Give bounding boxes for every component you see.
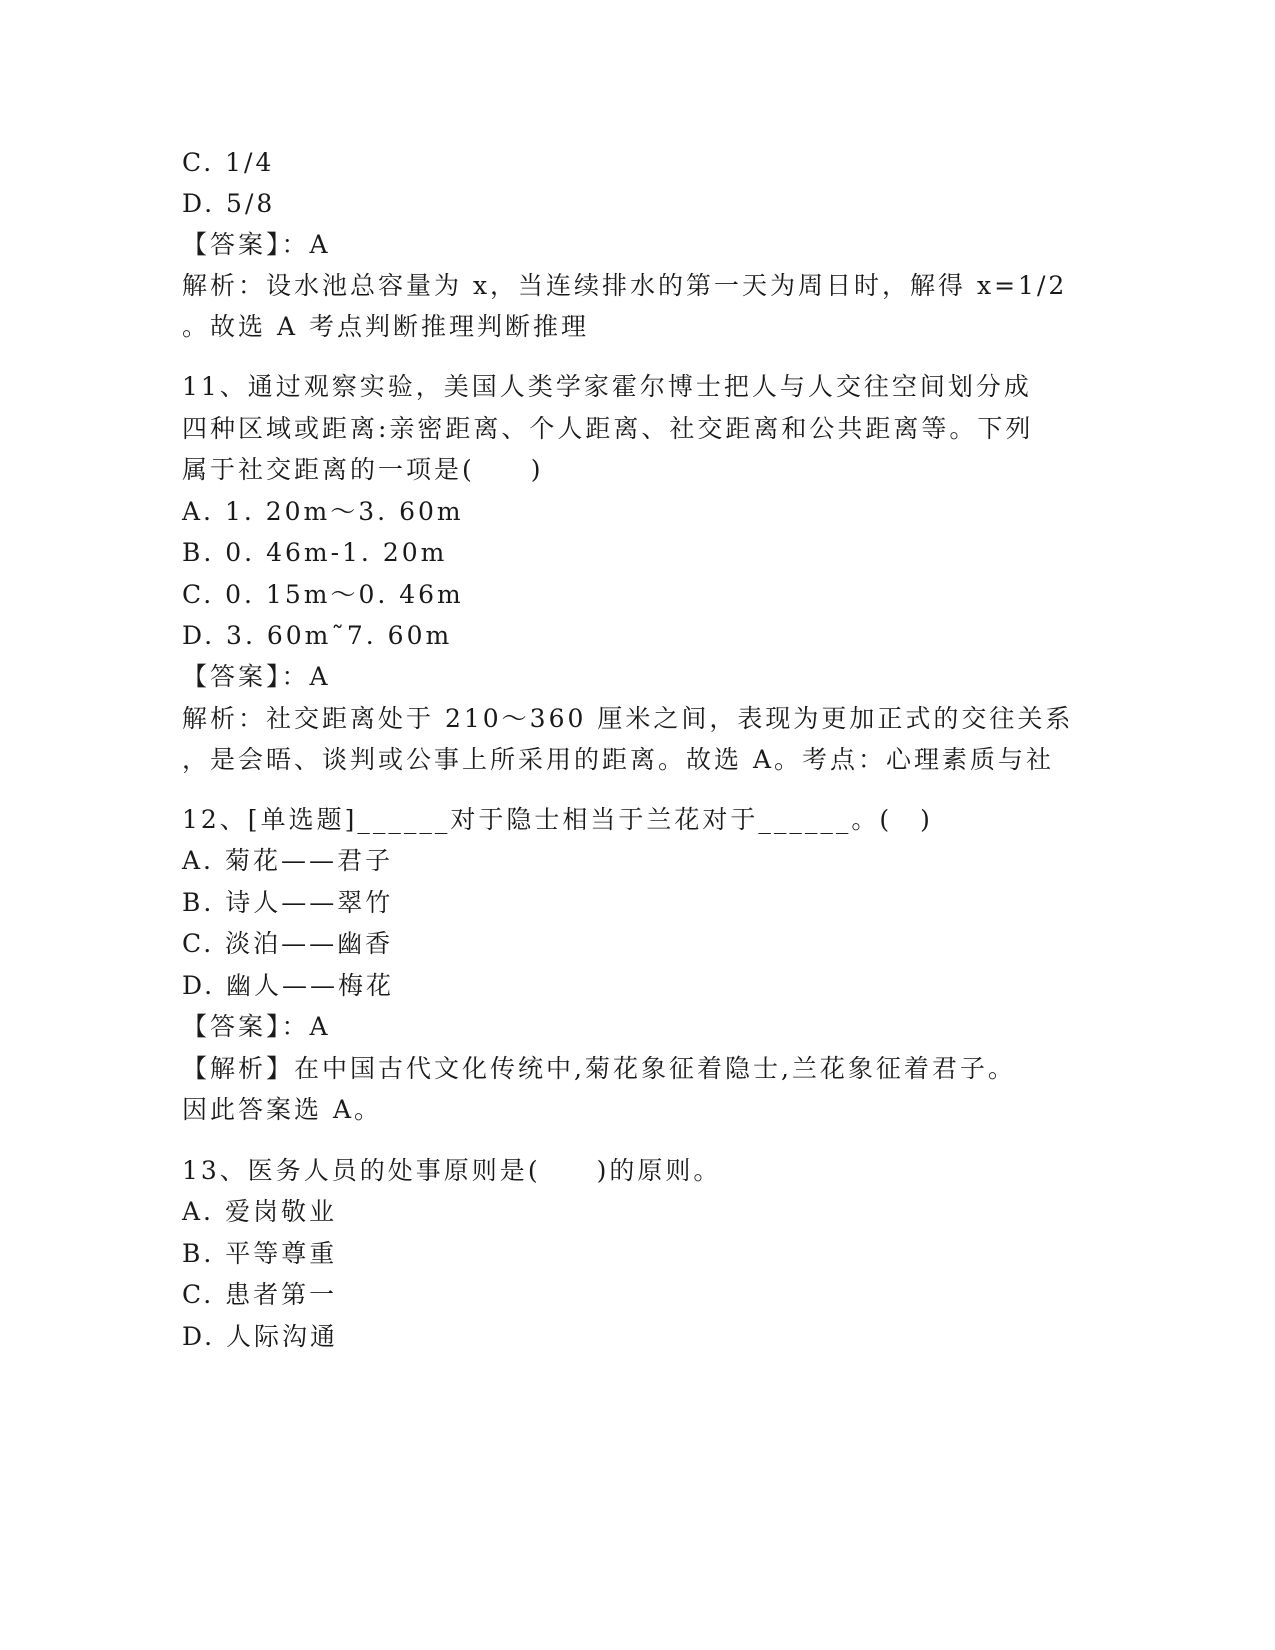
q13-option-a: A. 爱岗敬业 [182,1197,337,1226]
q11-option-d: D. 3. 60m˜7. 60m [182,621,453,650]
prev-option-c: C. 1/4 [182,148,275,177]
q11-analysis-line-2: ，是会晤、谈判或公事上所采用的距离。故选 A。考点：心理素质与社 [182,745,1055,774]
q13-option-d: D. 人际沟通 [182,1322,339,1351]
q12-option-a: A. 菊花——君子 [182,846,393,875]
q12-analysis-line-2: 因此答案选 A。 [182,1095,383,1124]
q12-answer: 【答案】：A [182,1012,331,1041]
q11-option-b: B. 0. 46m-1. 20m [182,538,448,567]
q13-option-c: C. 患者第一 [182,1280,338,1309]
prev-analysis-line-1: 解析：设水池总容量为 x，当连续排水的第一天为周日时，解得 x=1/2 [182,271,1068,300]
q12-option-d: D. 幽人——梅花 [182,971,395,1000]
q11-stem-line-2: 四种区域或距离:亲密距离、个人距离、社交距离和公共距离等。下列 [182,414,1034,443]
q12-stem: 12、[单选题]______对于隐士相当于兰花对于______。( ) [182,805,933,834]
q11-analysis-line-1: 解析：社交距离处于 210～360 厘米之间，表现为更加正式的交往关系 [182,704,1074,733]
prev-analysis-line-2: 。故选 A 考点判断推理判断推理 [182,312,589,341]
q12-option-b: B. 诗人——翠竹 [182,888,394,917]
q12-analysis-line-1: 【解析】在中国古代文化传统中,菊花象征着隐士,兰花象征着君子。 [182,1054,1016,1083]
q12-option-c: C. 淡泊——幽香 [182,929,394,958]
prev-option-d: D. 5/8 [182,189,276,218]
q11-stem-line-1: 11、通过观察实验，美国人类学家霍尔博士把人与人交往空间划分成 [182,372,1032,401]
q11-answer: 【答案】：A [182,662,331,691]
q13-stem: 13、医务人员的处事原则是( )的原则。 [182,1156,722,1185]
q11-option-a: A. 1. 20m～3. 60m [182,497,464,526]
q11-stem-line-3: 属于社交距离的一项是( ) [182,455,544,484]
prev-answer: 【答案】：A [182,230,331,259]
q11-option-c: C. 0. 15m～0. 46m [182,580,464,609]
q13-option-b: B. 平等尊重 [182,1239,338,1268]
